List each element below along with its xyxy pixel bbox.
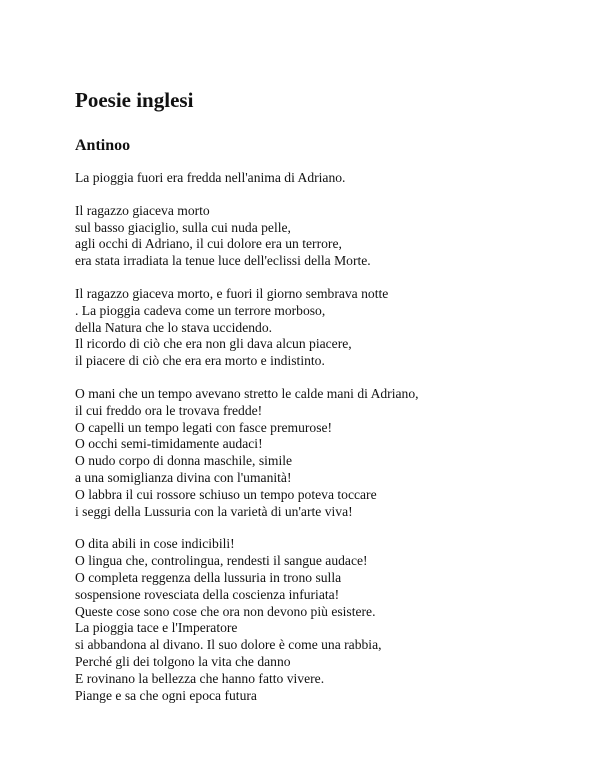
poem-line: il cui freddo ora le trovava fredde! (75, 402, 263, 418)
poem-stanza (75, 203, 575, 270)
poem-stanza (75, 170, 575, 187)
poem-line: O dita abili in cose indicibili! (75, 536, 235, 552)
poem-line: O mani che un tempo avevano stretto le calde mani di Adriano, (75, 385, 419, 401)
poem-line: O labbra il cui rossore schiuso un tempo poteva toccare (75, 486, 377, 502)
poem-line: a una somiglianza divina con l'umanità! (75, 469, 292, 485)
poem-line: E rovinano la bellezza che hanno fatto vivere. (75, 670, 325, 686)
poem-line: . La pioggia cadeva come un terrore morboso, (75, 302, 326, 318)
poem-line: sul basso giaciglio, sulla cui nuda pelle, (75, 219, 291, 235)
poem-line: era stata irradiata la tenue luce dell'eclissi della Morte. (75, 253, 371, 269)
poem-line: si abbandona al divano. Il suo dolore è come una rabbia, (75, 637, 382, 653)
poem-line: il piacere di ciò che era era morto e indistinto. (75, 353, 325, 369)
poem-line: La pioggia fuori era fredda nell'anima di Adriano. (75, 170, 346, 185)
poem-line: Queste cose sono cose che ora non devono più esistere. (75, 603, 376, 619)
poem-line: O lingua che, controlingua, rendesti il sangue audace! (75, 553, 368, 569)
poem-line: Il ragazzo giaceva morto, e fuori il giorno sembrava notte (75, 285, 389, 301)
poem-line: agli occhi di Adriano, il cui dolore era un terrore, (75, 236, 342, 252)
document-page (75, 88, 575, 720)
poem-line: O nudo corpo di donna maschile, simile (75, 453, 293, 469)
poem-line: La pioggia tace e l'Imperatore (75, 620, 238, 636)
poem-stanza (75, 536, 575, 704)
poem-line: sospensione rovesciata della coscienza infuriata! (75, 586, 340, 602)
poem-line: della Natura che lo stava uccidendo. (75, 319, 273, 335)
poem-body (75, 170, 575, 704)
poem-line: Il ricordo di ciò che era non gli dava alcun piacere, (75, 336, 352, 352)
poem-line: O capelli un tempo legati con fasce premurose! (75, 419, 333, 435)
poem-line: Perché gli dei tolgono la vita che danno (75, 653, 291, 669)
poem-stanza (75, 286, 575, 370)
document-title: Poesie inglesi (75, 88, 194, 112)
poem-line: O occhi semi-timidamente audaci! (75, 436, 263, 452)
poem-line: Il ragazzo giaceva morto (75, 202, 210, 218)
poem-line: O completa reggenza della lussuria in trono sulla (75, 569, 342, 585)
poem-line: i seggi della Lussuria con la varietà di un'arte viva! (75, 503, 353, 519)
poem-stanza (75, 386, 575, 520)
poem-line: Piange e sa che ogni epoca futura (75, 687, 257, 703)
poem-title: Antinoo (75, 137, 131, 154)
